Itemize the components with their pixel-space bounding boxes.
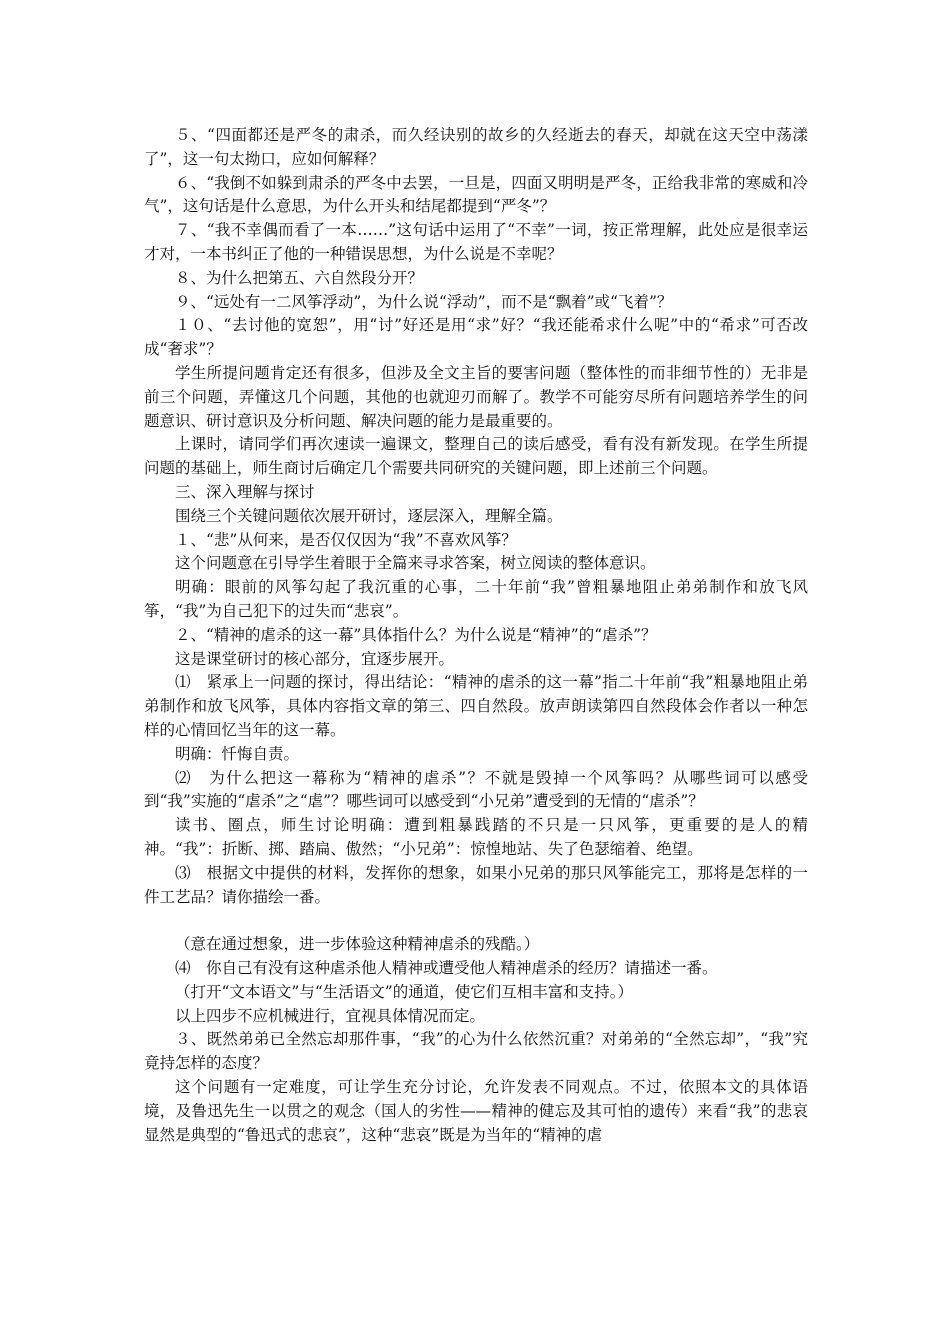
summary-paragraph: 学生所提问题肯定还有很多，但涉及全文主旨的要害问题（整体性的而非细节性的）无非是前三个问题，弄懂这几个问题，其他的也就迎刃而解了。教学不可能穷尽所有问题培养学生的问题意识、研讨意识及分析问题、解决问题的能力是最重要的。: [144, 363, 808, 430]
step-4-note: （打开“文本语文”与“生活语文”的通道，使它们互相丰富和支持。）: [175, 982, 633, 1001]
question-6: ６、“我倒不如躲到肃杀的严冬中去罢，一旦是，四面又明明是严冬，正给我非常的寒威和冷气”，这句话是什么意思，为什么开头和结尾都提到“严冬”？: [144, 173, 808, 216]
key-question-3-discussion: 这个问题有一定难度，可让学生充分讨论，允许发表不同观点。不过，依照本文的具体语境，及鲁迅先生一以贯之的观念（国人的劣性——精神的健忘及其可怕的遗传）来看“我”的悲哀显然是典型的“鲁迅式的悲哀”，这种“悲哀”既是为当年的“精神的虐: [144, 1078, 808, 1144]
section-intro: 围绕三个关键问题依次展开研讨，逐层深入，理解全篇。: [175, 506, 563, 525]
key-question-1-note: 这个问题意在引导学生着眼于全篇来寻求答案，树立阅读的整体意识。: [175, 554, 656, 573]
question-8: ８、为什么把第五、六自然段分开？: [175, 268, 424, 287]
key-question-1-answer: 明确：眼前的风筝勾起了我沉重的心事，二十年前“我”曾粗暴地阻止弟弟制作和放飞风筝，“我”为自己犯下的过失而“悲哀”。: [144, 578, 808, 620]
steps-remark: 以上四步不应机械进行，宜视具体情况而定。: [175, 1006, 486, 1025]
step-3: ⑶ 根据文中提供的材料，发挥你的想象，如果小兄弟的那只风筝能完工，那将是怎样的一件工艺品？请你描绘一番。: [144, 863, 808, 906]
document-body: [144, 124, 808, 1147]
step-3-note: （意在通过想象，进一步体验这种精神虐杀的残酷。）: [175, 935, 540, 954]
section-heading-3: 三、深入理解与探讨: [175, 482, 315, 501]
key-question-3: ３、既然弟弟已全然忘却那件事，“我”的心为什么依然沉重？对弟弟的“全然忘却”，“我”究竟持怎样的态度？: [144, 1030, 808, 1073]
key-question-1: １、“悲”从何来，是否仅仅因为“我”不喜欢风筝？: [175, 530, 517, 549]
key-question-2: ２、“精神的虐杀的这一幕”具体指什么？为什么说是“精神”的“虐杀”？: [175, 625, 657, 644]
class-paragraph: 上课时，请同学们再次速读一遍课文，整理自己的读后感受，看有没有新发现。在学生所提问题的基础上，师生商讨后确定几个需要共同研究的关键问题，即上述前三个问题。: [144, 435, 808, 478]
step-2: ⑵ 为什么把这一幕称为“精神的虐杀”？不就是毁掉一个风筝吗？从哪些词可以感受到“我”实施的“虐杀”之“虐”？哪些词可以感受到“小兄弟”遭受到的无情的“虐杀”？: [144, 768, 808, 811]
question-5: ５、“四面都还是严冬的肃杀，而久经诀别的故乡的久经逝去的春天，却就在这天空中荡漾了”，这一句太拗口，应如何解释？: [144, 126, 808, 168]
step-1: ⑴ 紧承上一问题的探讨，得出结论：“精神的虐杀的这一幕”指二十年前“我”粗暴地阻止弟弟制作和放飞风筝，具体内容指文章的第三、四自然段。放声朗读第四自然段体会作者以一种怎样的心情回忆当年的这一幕。: [144, 673, 808, 739]
step-1-answer: 明确：忏悔自责。: [175, 744, 300, 763]
step-2-answer: 读书、圈点，师生讨论明确：遭到粗暴践踏的不只是一只风筝，更重要的是人的精神。“我”：折断、掷、踏扁、傲然；“小兄弟”：惊惶地站、失了色瑟缩着、绝望。: [144, 816, 808, 858]
question-9: ９、“远处有一二风筝浮动”，为什么说“浮动”，而不是“飘着”或“飞着”？: [175, 292, 673, 311]
blank-line: [144, 909, 808, 933]
key-question-2-note: 这是课堂研讨的核心部分，宜逐步展开。: [175, 649, 455, 668]
question-7: ７、“我不幸偶而看了一本……”这句话中运用了“不幸”一词，按正常理解，此处应是很幸运才对，一本书纠正了他的一种错误思想，为什么说是不幸呢？: [144, 221, 808, 263]
step-4: ⑷ 你自己有没有这种虐杀他人精神或遭受他人精神虐杀的经历？请描述一番。: [175, 959, 718, 978]
question-10: １０、“去讨他的宽恕”，用“讨”好还是用“求”好？“我还能希求什么呢”中的“希求”可否改成“奢求”？: [144, 316, 808, 359]
